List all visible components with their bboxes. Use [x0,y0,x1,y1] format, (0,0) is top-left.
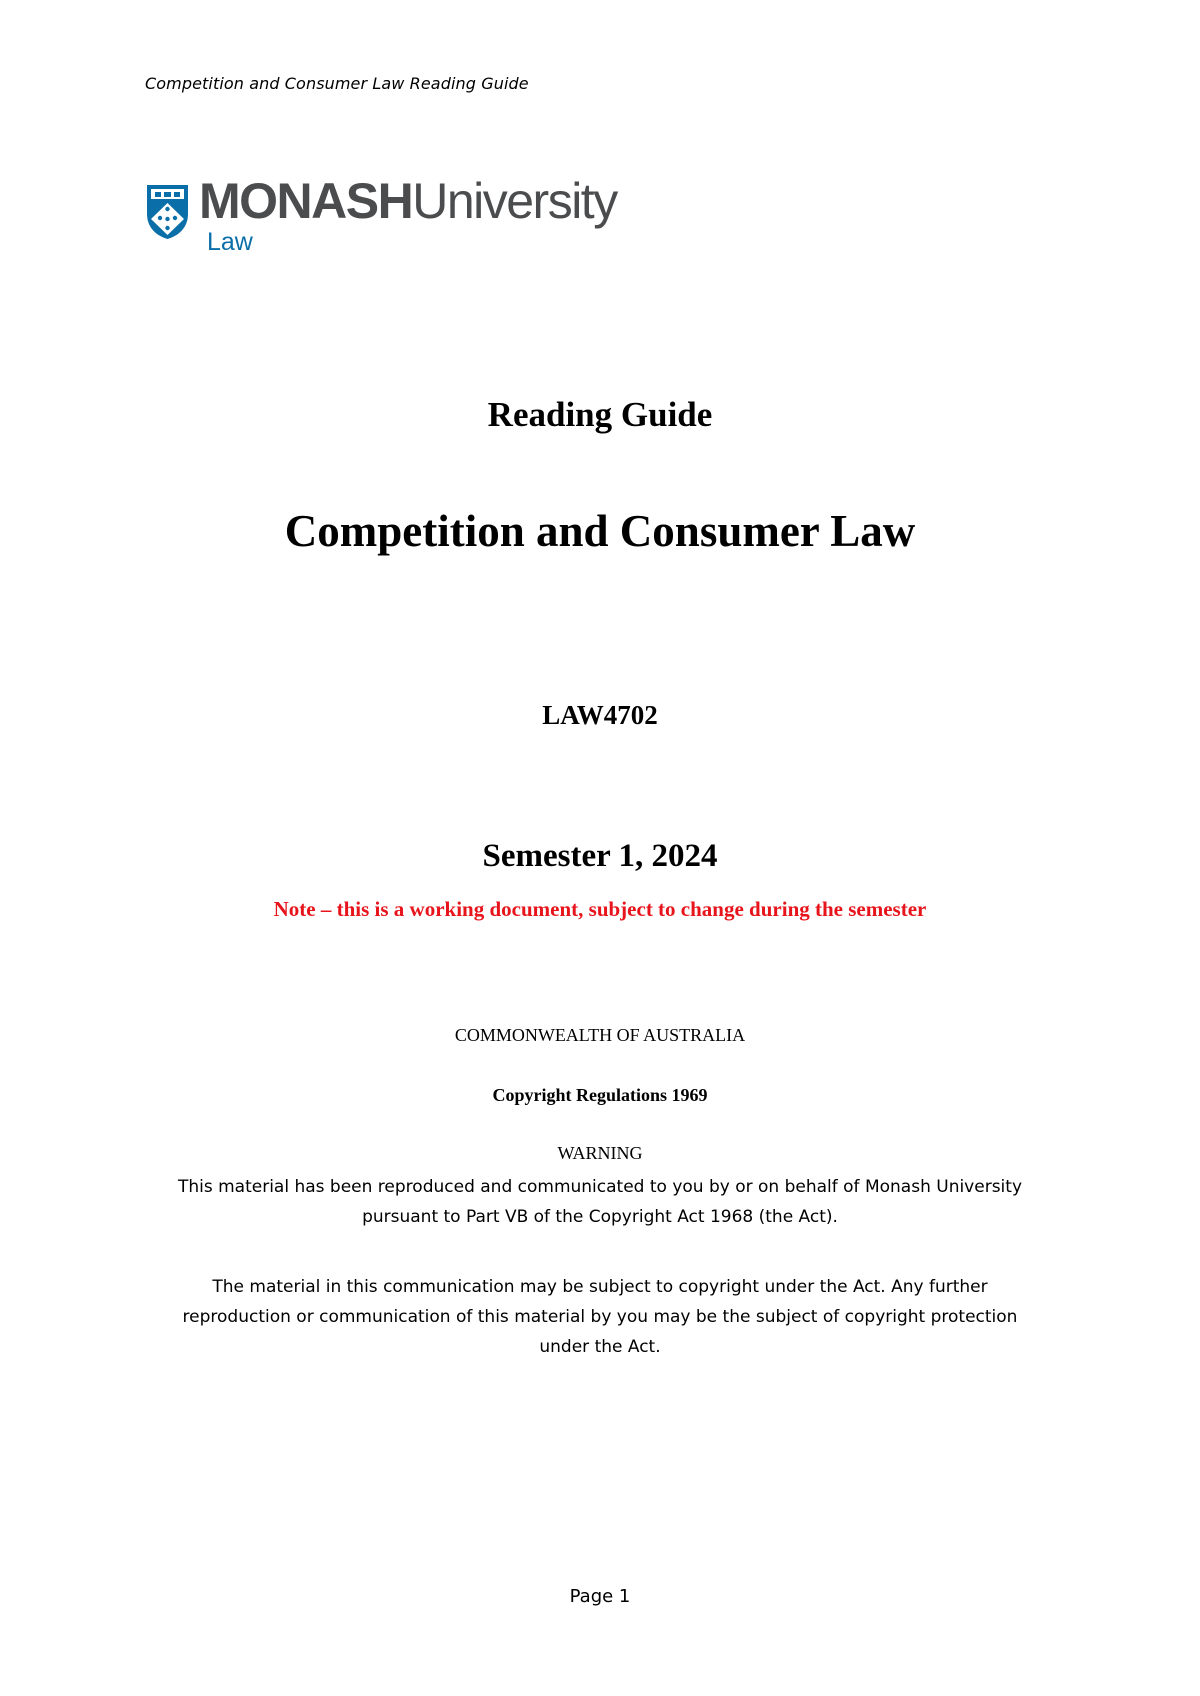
notice-line: under the Act. [539,1337,661,1357]
copyright-jurisdiction: COMMONWEALTH OF AUSTRALIA [454,1025,746,1045]
warning-paragraph [0,1172,1200,1232]
monash-shield-icon [146,184,189,240]
copyright-notice-paragraph [0,1272,1200,1362]
working-document-note: Note – this is a working document, subject to change during the semester [273,897,927,921]
page-number: Page 1 [569,1586,631,1607]
course-title: Competition and Consumer Law [284,506,916,556]
monash-university-law-logo [146,173,617,268]
warning-heading: WARNING [557,1143,643,1163]
notice-line: reproduction or communication of this material by you may be the subject of copyright protection [182,1307,1018,1327]
running-header: Competition and Consumer Law Reading Guide [145,74,529,93]
logo-brand-bold: MONASH [199,173,413,229]
semester: Semester 1, 2024 [482,838,718,874]
course-code: LAW4702 [542,700,658,730]
copyright-regulations: Copyright Regulations 1969 [492,1085,708,1105]
warning-line: This material has been reproduced and communicated to you by or on behalf of Monash University [177,1177,1023,1197]
guide-title: Reading Guide [487,395,713,434]
logo-brand-regular: University [412,173,617,229]
logo-faculty: Law [207,228,253,256]
notice-line: The material in this communication may be subject to copyright under the Act. Any further [212,1277,988,1297]
warning-line: pursuant to Part VB of the Copyright Act 1968 (the Act). [362,1207,838,1227]
